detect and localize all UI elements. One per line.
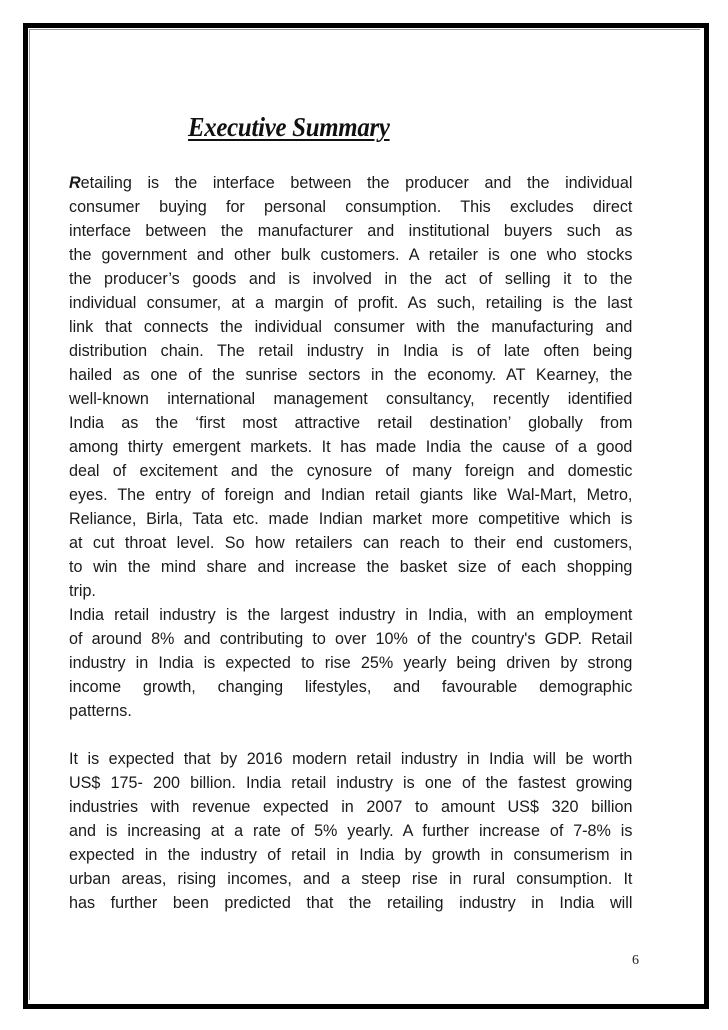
text-line (69, 195, 632, 219)
text-line (69, 843, 632, 867)
text-line (69, 699, 632, 723)
text-line-content: India retail industry is the largest industry in India, with an employment (69, 606, 633, 624)
text-line-content: etailing is the interface between the producer and the individual (80, 174, 633, 192)
text-line (69, 579, 632, 603)
text-line (69, 795, 632, 819)
text-line (69, 891, 632, 915)
text-line (69, 387, 632, 411)
text-line-content: urban areas, rising incomes, and a steep rise in rural consumption. It (69, 870, 633, 888)
text-line (69, 411, 632, 435)
text-line (69, 483, 632, 507)
text-line-content: consumer buying for personal consumption. This excludes direct (69, 198, 633, 216)
text-line (69, 363, 632, 387)
text-line (69, 315, 632, 339)
text-line-content: and is increasing at a rate of 5% yearly. A further increase of 7-8% is (69, 822, 633, 840)
text-line-content: industries with revenue expected in 2007 to amount US$ 320 billion (69, 798, 633, 816)
text-line-content: the government and other bulk customers. A retailer is one who stocks (69, 246, 633, 264)
text-line-content: link that connects the individual consumer with the manufacturing and (69, 318, 633, 336)
paragraph-break (69, 723, 632, 747)
text-line-content: It is expected that by 2016 modern retail industry in India will be worth (69, 750, 633, 768)
text-line (69, 459, 632, 483)
text-line (69, 339, 632, 363)
text-line (69, 771, 632, 795)
text-line (69, 507, 632, 531)
text-line-content: the producer’s goods and is involved in the act of selling it to the (69, 270, 633, 288)
text-line (69, 531, 632, 555)
text-line-content: eyes. The entry of foreign and Indian retail giants like Wal-Mart, Metro, (69, 486, 633, 504)
text-line (69, 435, 632, 459)
text-line-content: to win the mind share and increase the basket size of each shopping (69, 558, 633, 576)
text-line (69, 747, 632, 771)
text-line (69, 603, 632, 627)
text-line-content: India as the ‘first most attractive retail destination’ globally from (69, 414, 633, 432)
text-line-content: has further been predicted that the retailing industry in India will (69, 894, 633, 912)
text-line (69, 555, 632, 579)
text-line-content: industry in India is expected to rise 25% yearly being driven by strong (69, 654, 633, 672)
text-line (69, 243, 632, 267)
text-line-content: of around 8% and contributing to over 10% of the country's GDP. Retail (69, 630, 633, 648)
text-line-content: well-known international management consultancy, recently identified (69, 390, 633, 408)
initial-letter: R (69, 174, 81, 192)
text-line (69, 675, 632, 699)
text-line (69, 627, 632, 651)
text-line-content: among thirty emergent markets. It has made India the cause of a good (69, 438, 633, 456)
text-line-content: at cut throat level. So how retailers can reach to their end customers, (69, 534, 633, 552)
text-line (69, 867, 632, 891)
text-line-content: interface between the manufacturer and institutional buyers such as (69, 222, 633, 240)
text-line-content: Reliance, Birla, Tata etc. made Indian market more competitive which is (69, 510, 633, 528)
text-line-content: patterns. (69, 702, 132, 720)
text-line-content: deal of excitement and the cynosure of many foreign and domestic (69, 462, 633, 480)
text-line (69, 171, 632, 195)
text-line (69, 291, 632, 315)
text-line-content: US$ 175- 200 billion. India retail industry is one of the fastest growing (69, 774, 633, 792)
text-line-content: income growth, changing lifestyles, and favourable demographic (69, 678, 633, 696)
text-line (69, 267, 632, 291)
text-line-content: distribution chain. The retail industry in India is of late often being (69, 342, 633, 360)
text-line (69, 819, 632, 843)
page-number: 6 (632, 953, 639, 968)
body-text (69, 171, 641, 915)
text-line-content: individual consumer, at a margin of profit. As such, retailing is the last (69, 294, 633, 312)
text-line (69, 219, 632, 243)
text-line (69, 651, 632, 675)
text-line-content: expected in the industry of retail in India by growth in consumerism in (69, 846, 633, 864)
document-title: Executive Summary (188, 112, 390, 142)
text-line-content: trip. (69, 582, 96, 600)
text-line-content: hailed as one of the sunrise sectors in the economy. AT Kearney, the (69, 366, 633, 384)
